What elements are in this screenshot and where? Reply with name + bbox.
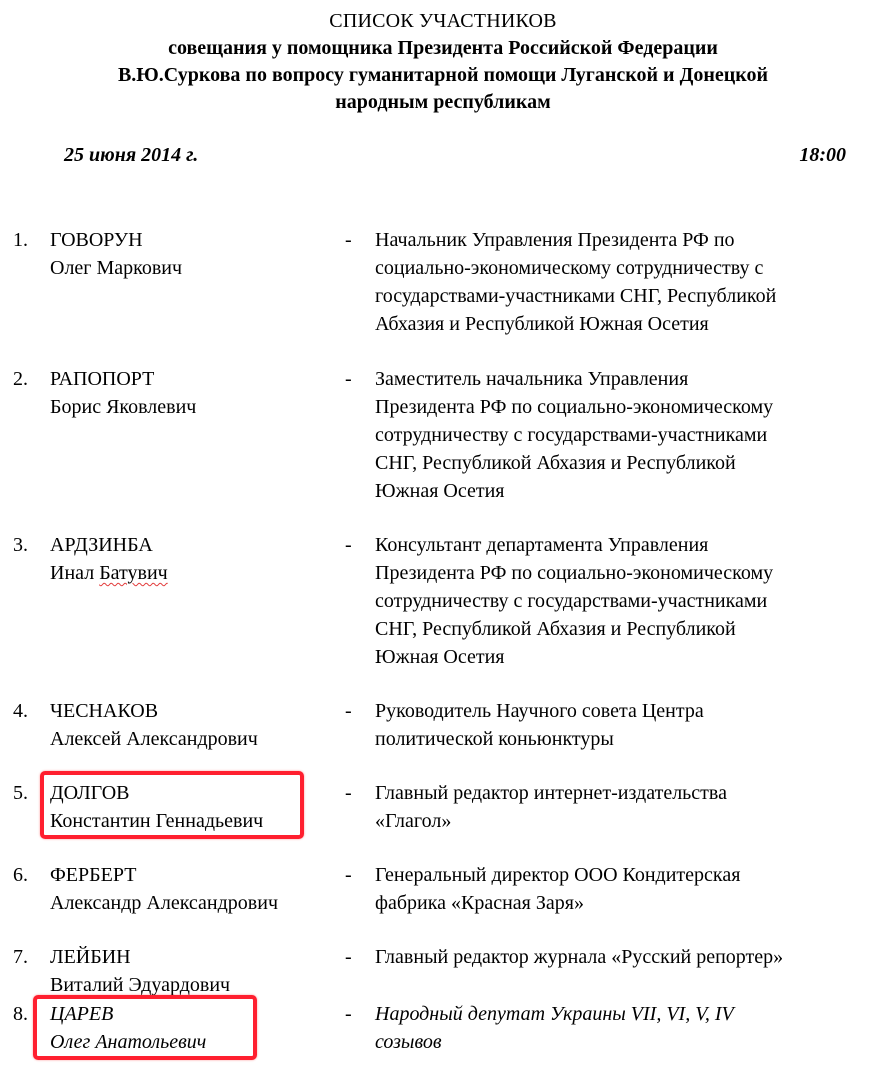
role-line: Начальник Управления Президента РФ по (375, 229, 735, 251)
given-name: Олег Маркович (50, 257, 183, 279)
participant-name (50, 226, 182, 282)
separator-dash: - (345, 864, 352, 886)
surname: ЦАРЕВ (50, 1003, 114, 1025)
surname: ЧЕСНАКОВ (50, 700, 159, 722)
separator-dash: - (345, 700, 352, 722)
document-header (0, 8, 886, 116)
patronymic-spellcheck: Батувич (99, 562, 168, 584)
role-line: Южная Осетия (375, 646, 505, 668)
given-name: Виталий Эдуардович (50, 974, 231, 996)
highlight-box-dolgov (40, 771, 304, 839)
role-line: Главный редактор журнала «Русский репортер» (375, 946, 784, 968)
role-line: сотрудничеству с государствами-участниками (375, 590, 768, 612)
participant-role (375, 531, 855, 671)
role-line: Генеральный директор ООО Кондитерская (375, 864, 741, 886)
document-title: СПИСОК УЧАСТНИКОВ (329, 10, 557, 32)
given-name: Алексей Александрович (50, 728, 258, 750)
given-name: Олег Анатольевич (50, 1031, 207, 1053)
role-line: социально-экономическому сотрудничеству с (375, 257, 764, 279)
meeting-date: 25 июня 2014 г. (64, 144, 199, 166)
separator-dash: - (345, 1003, 352, 1025)
entry-number: 5. (13, 782, 28, 804)
surname: ДОЛГОВ (50, 782, 130, 804)
participant-role (375, 943, 855, 971)
highlight-box-tsarev (33, 995, 257, 1060)
surname: ЛЕЙБИН (50, 946, 131, 968)
subtitle-line-2: В.Ю.Суркова по вопросу гуманитарной помощи Луганской и Донецкой (117, 64, 769, 86)
role-line: СНГ, Республикой Абхазия и Республикой (375, 618, 736, 640)
entry-number: 2. (13, 368, 28, 390)
participant-role (375, 1000, 855, 1056)
participant-role (375, 365, 855, 505)
meeting-time: 18:00 (799, 144, 846, 166)
role-line: Заместитель начальника Управления (375, 368, 689, 390)
participant-name (50, 943, 230, 999)
role-line: политической коньюнктуры (375, 728, 614, 750)
participant-role (375, 697, 855, 753)
role-line: фабрика «Красная Заря» (375, 892, 584, 914)
given-name: Константин Геннадьевич (50, 810, 264, 832)
participant-role (375, 861, 855, 917)
role-line: «Глагол» (375, 810, 452, 832)
role-line: Главный редактор интернет-издательства (375, 782, 727, 804)
role-line: государствами-участниками СНГ, Республикой (375, 285, 777, 307)
separator-dash: - (345, 229, 352, 251)
participant-role (375, 779, 855, 835)
entry-number: 7. (13, 946, 28, 968)
role-line: Руководитель Научного совета Центра (375, 700, 704, 722)
participant-name (50, 531, 168, 587)
role-line: созывов (375, 1031, 442, 1053)
entry-number: 1. (13, 229, 28, 251)
subtitle-line-3: народным республикам (335, 91, 551, 113)
role-line: Президента РФ по социально-экономическому (375, 562, 774, 584)
separator-dash: - (345, 946, 352, 968)
entry-number: 6. (13, 864, 28, 886)
given-name: Александр Александрович (50, 892, 278, 914)
entry-number: 3. (13, 534, 28, 556)
first-name: Инал (50, 562, 95, 584)
surname: ФЕРБЕРТ (50, 864, 137, 886)
separator-dash: - (345, 368, 352, 390)
role-line: сотрудничеству с государствами-участниками (375, 424, 768, 446)
role-line: СНГ, Республикой Абхазия и Республикой (375, 452, 736, 474)
participant-name (50, 365, 196, 421)
role-line: Народный депутат Украины VII, VI, V, IV (375, 1003, 734, 1025)
given-name (50, 559, 168, 587)
surname: ГОВОРУН (50, 229, 143, 251)
separator-dash: - (345, 534, 352, 556)
entry-number: 4. (13, 700, 28, 722)
role-line: Абхазия и Республикой Южная Осетия (375, 313, 709, 335)
given-name: Борис Яковлевич (50, 396, 197, 418)
role-line: Южная Осетия (375, 480, 505, 502)
surname: АРДЗИНБА (50, 534, 153, 556)
participant-role (375, 226, 855, 338)
participant-name (50, 697, 258, 753)
separator-dash: - (345, 782, 352, 804)
entry-number: 8. (13, 1003, 28, 1025)
role-line: Консультант департамента Управления (375, 534, 709, 556)
surname: РАПОПОРТ (50, 368, 155, 390)
participant-name (50, 861, 278, 917)
subtitle-line-1: совещания у помощника Президента Российской Федерации (168, 37, 718, 59)
role-line: Президента РФ по социально-экономическому (375, 396, 774, 418)
